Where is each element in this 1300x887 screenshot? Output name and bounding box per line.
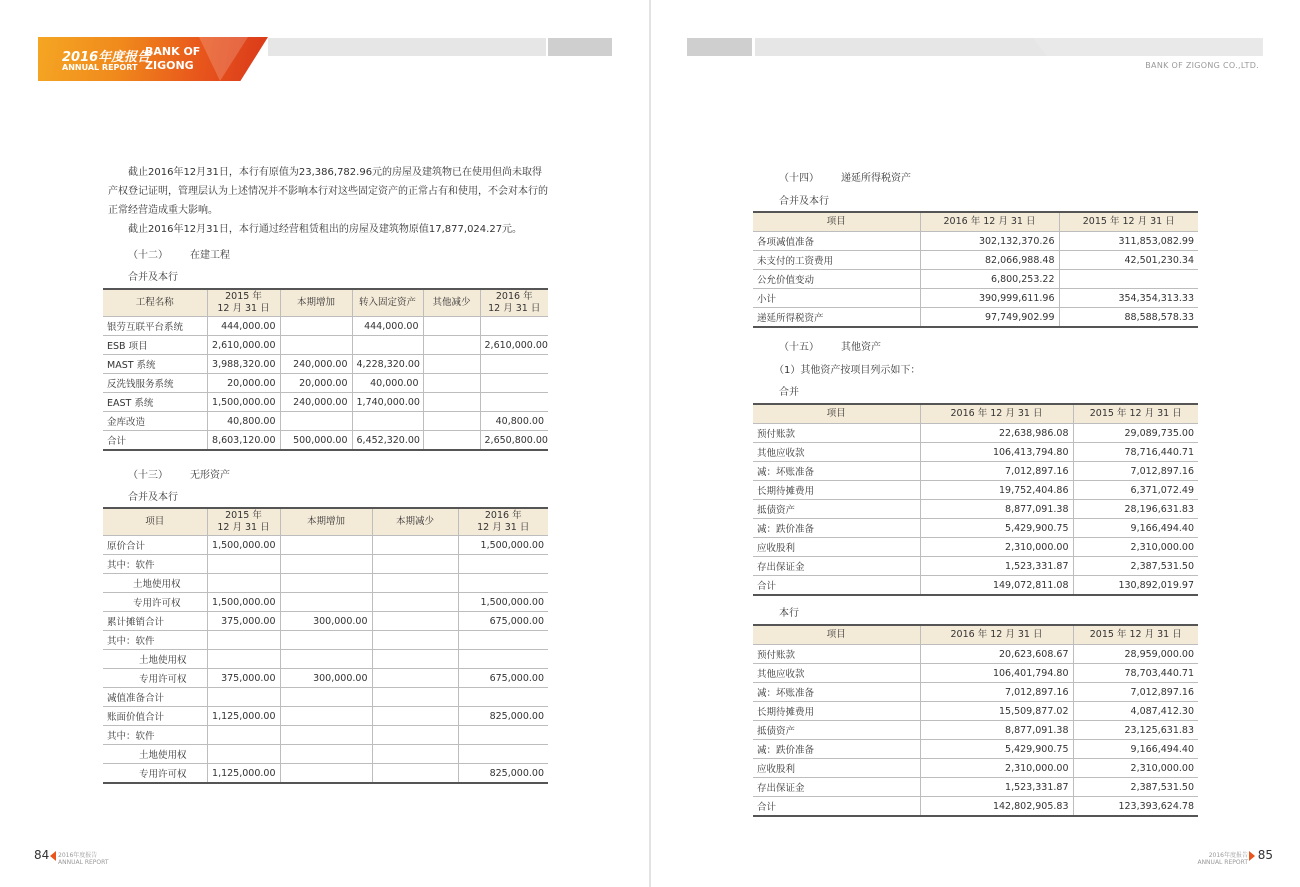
cell-value: 149,072,811.08 bbox=[920, 576, 1073, 596]
cell-value: 40,000.00 bbox=[352, 374, 423, 393]
construction-scope: 合并及本行 bbox=[128, 272, 178, 283]
row-label: 反洗钱服务系统 bbox=[103, 374, 207, 393]
table-row bbox=[103, 707, 548, 726]
row-label: 减：坏账准备 bbox=[753, 683, 920, 702]
other-assets-section-no: （十五） bbox=[779, 342, 819, 353]
row-label: 其中：软件 bbox=[103, 631, 207, 650]
row-label: 抵债资产 bbox=[753, 500, 920, 519]
cell-value bbox=[372, 574, 458, 593]
cell-value bbox=[423, 317, 480, 336]
cell-value: 7,012,897.16 bbox=[920, 462, 1073, 481]
cell-value: 78,703,440.71 bbox=[1073, 664, 1198, 683]
cell-value: 40,800.00 bbox=[480, 412, 548, 431]
cell-value: 23,125,631.83 bbox=[1073, 721, 1198, 740]
table-row bbox=[753, 232, 1198, 251]
table-row bbox=[753, 538, 1198, 557]
right-page bbox=[651, 0, 1300, 887]
cell-value bbox=[458, 745, 548, 764]
cell-value: 6,371,072.49 bbox=[1073, 481, 1198, 500]
construction-heading bbox=[128, 246, 230, 261]
table-row bbox=[103, 317, 548, 336]
cell-value: 240,000.00 bbox=[280, 393, 352, 412]
cell-value: 7,012,897.16 bbox=[920, 683, 1073, 702]
table-row bbox=[753, 797, 1198, 817]
left-arrow-icon bbox=[50, 851, 56, 861]
cell-value bbox=[280, 764, 372, 784]
right-footer-year: 2016年度报告 bbox=[1208, 852, 1248, 859]
cell-value bbox=[280, 574, 372, 593]
cell-value: 375,000.00 bbox=[207, 669, 280, 688]
cell-value: 2,310,000.00 bbox=[920, 538, 1073, 557]
cell-value: 8,877,091.38 bbox=[920, 500, 1073, 519]
intangible-section-title: 无形资产 bbox=[190, 470, 230, 481]
intangible-table bbox=[103, 507, 548, 784]
cell-value bbox=[458, 631, 548, 650]
cell-value bbox=[280, 726, 372, 745]
cell-value: 20,000.00 bbox=[280, 374, 352, 393]
row-label: 预付账款 bbox=[753, 424, 920, 443]
table-row bbox=[753, 289, 1198, 308]
intro-paragraph-1: 截止2016年12月31日，本行有原值为23,386,782.96元的房屋及建筑物已在使用但尚未取得产权登记证明，管理层认为上述情况并不影响本行对这些固定资产的正常占有和使用，不会对本行的正常经营造成重大影响。 bbox=[108, 167, 548, 216]
cell-value bbox=[423, 393, 480, 412]
row-label: 土地使用权 bbox=[103, 650, 207, 669]
other-assets-consolidated-table bbox=[753, 403, 1198, 596]
cell-value bbox=[372, 669, 458, 688]
table-row bbox=[753, 702, 1198, 721]
cell-value bbox=[207, 688, 280, 707]
row-label: 公允价值变动 bbox=[753, 270, 920, 289]
header-bar bbox=[268, 38, 546, 56]
column-header: 项目 bbox=[753, 404, 920, 424]
cell-value bbox=[207, 555, 280, 574]
column-header: 项目 bbox=[103, 508, 207, 536]
cell-value: 2,310,000.00 bbox=[920, 759, 1073, 778]
table-row bbox=[753, 557, 1198, 576]
column-header: 2015 年 12 月 31 日 bbox=[1073, 404, 1198, 424]
table-row bbox=[103, 336, 548, 355]
intangible-section-no: （十三） bbox=[128, 470, 168, 481]
right-header-bank-name: BANK OF ZIGONG CO.,LTD. bbox=[1145, 61, 1259, 70]
row-label: 合计 bbox=[753, 797, 920, 817]
cell-value bbox=[372, 555, 458, 574]
cell-value: 20,623,608.67 bbox=[920, 645, 1073, 664]
column-header: 其他减少 bbox=[423, 289, 480, 317]
table-row bbox=[103, 431, 548, 451]
logo-bank-line2: ZIGONG bbox=[145, 59, 194, 72]
table-row bbox=[103, 536, 548, 555]
cell-value bbox=[280, 336, 352, 355]
cell-value: 825,000.00 bbox=[458, 764, 548, 784]
right-page-number: 85 bbox=[1257, 848, 1273, 862]
logo-bank-line1: BANK OF bbox=[145, 45, 201, 58]
cell-value: 97,749,902.99 bbox=[920, 308, 1059, 328]
cell-value bbox=[207, 631, 280, 650]
cell-value: 42,501,230.34 bbox=[1059, 251, 1198, 270]
cell-value bbox=[280, 555, 372, 574]
cell-value: 3,988,320.00 bbox=[207, 355, 280, 374]
row-label: 减：跌价准备 bbox=[753, 740, 920, 759]
logo-annual-report: ANNUAL REPORT bbox=[62, 63, 138, 72]
header-bar-start bbox=[687, 38, 752, 56]
row-label: MAST 系统 bbox=[103, 355, 207, 374]
other-assets-heading bbox=[779, 338, 881, 353]
row-label: 账面价值合计 bbox=[103, 707, 207, 726]
table-header-row bbox=[753, 404, 1198, 424]
cell-value bbox=[207, 726, 280, 745]
cell-value: 1,125,000.00 bbox=[207, 764, 280, 784]
cell-value: 1,740,000.00 bbox=[352, 393, 423, 412]
cell-value bbox=[372, 726, 458, 745]
row-label: 减值准备合计 bbox=[103, 688, 207, 707]
cell-value bbox=[207, 745, 280, 764]
cell-value: 5,429,900.75 bbox=[920, 519, 1073, 538]
table-row bbox=[103, 726, 548, 745]
logo-year: 2016年度报告 bbox=[62, 50, 151, 65]
cell-value: 88,588,578.33 bbox=[1059, 308, 1198, 328]
table-row bbox=[753, 721, 1198, 740]
deferred-tax-section-title: 递延所得税资产 bbox=[841, 173, 911, 184]
table-row bbox=[753, 308, 1198, 328]
column-header: 2016 年 12 月 31 日 bbox=[920, 404, 1073, 424]
cell-value bbox=[280, 631, 372, 650]
cell-value bbox=[372, 612, 458, 631]
table-row bbox=[753, 664, 1198, 683]
cell-value: 1,500,000.00 bbox=[458, 593, 548, 612]
cell-value bbox=[280, 593, 372, 612]
cell-value: 375,000.00 bbox=[207, 612, 280, 631]
column-header: 本期增加 bbox=[280, 289, 352, 317]
table-row bbox=[103, 612, 548, 631]
row-label: 未支付的工资费用 bbox=[753, 251, 920, 270]
column-header: 本期增加 bbox=[280, 508, 372, 536]
column-header: 2016 年 12 月 31 日 bbox=[458, 508, 548, 536]
cell-value: 9,166,494.40 bbox=[1073, 519, 1198, 538]
header-bar-slant bbox=[1033, 38, 1263, 56]
cell-value: 825,000.00 bbox=[458, 707, 548, 726]
row-label: 专用许可权 bbox=[103, 764, 207, 784]
logo-bank-name bbox=[145, 45, 200, 73]
table-header-row bbox=[753, 212, 1198, 232]
cell-value: 1,500,000.00 bbox=[458, 536, 548, 555]
cell-value: 82,066,988.48 bbox=[920, 251, 1059, 270]
deferred-tax-table bbox=[753, 211, 1198, 328]
cell-value: 9,166,494.40 bbox=[1073, 740, 1198, 759]
row-label: 专用许可权 bbox=[103, 669, 207, 688]
report-logo bbox=[38, 37, 268, 81]
row-label: 其他应收款 bbox=[753, 443, 920, 462]
table-row bbox=[753, 740, 1198, 759]
row-label: 减：坏账准备 bbox=[753, 462, 920, 481]
table-row bbox=[103, 412, 548, 431]
deferred-tax-heading bbox=[779, 169, 911, 184]
cell-value: 106,413,794.80 bbox=[920, 443, 1073, 462]
cell-value: 390,999,611.96 bbox=[920, 289, 1059, 308]
cell-value bbox=[280, 650, 372, 669]
row-label: 其他应收款 bbox=[753, 664, 920, 683]
cell-value: 6,452,320.00 bbox=[352, 431, 423, 451]
cell-value: 240,000.00 bbox=[280, 355, 352, 374]
cell-value: 1,523,331.87 bbox=[920, 557, 1073, 576]
cell-value: 500,000.00 bbox=[280, 431, 352, 451]
table-header-row bbox=[103, 289, 548, 317]
table-row bbox=[103, 764, 548, 784]
column-header: 2016 年 12 月 31 日 bbox=[480, 289, 548, 317]
table-row bbox=[753, 683, 1198, 702]
cell-value: 8,877,091.38 bbox=[920, 721, 1073, 740]
row-label: 存出保证金 bbox=[753, 557, 920, 576]
cell-value: 15,509,877.02 bbox=[920, 702, 1073, 721]
cell-value: 19,752,404.86 bbox=[920, 481, 1073, 500]
cell-value bbox=[280, 745, 372, 764]
cell-value bbox=[458, 726, 548, 745]
table-row bbox=[103, 393, 548, 412]
column-header: 转入固定资产 bbox=[352, 289, 423, 317]
cell-value: 354,354,313.33 bbox=[1059, 289, 1198, 308]
cell-value: 300,000.00 bbox=[280, 612, 372, 631]
cell-value: 1,523,331.87 bbox=[920, 778, 1073, 797]
cell-value: 302,132,370.26 bbox=[920, 232, 1059, 251]
cell-value: 2,650,800.00 bbox=[480, 431, 548, 451]
cell-value bbox=[280, 536, 372, 555]
cell-value bbox=[280, 688, 372, 707]
row-label: 应收股利 bbox=[753, 538, 920, 557]
table-row bbox=[103, 631, 548, 650]
table-row bbox=[753, 759, 1198, 778]
column-header: 2016 年 12 月 31 日 bbox=[920, 625, 1073, 645]
table-row bbox=[753, 778, 1198, 797]
cell-value: 40,800.00 bbox=[207, 412, 280, 431]
column-header: 工程名称 bbox=[103, 289, 207, 317]
other-assets-scope-consolidated: 合并 bbox=[779, 387, 799, 398]
table-row bbox=[753, 443, 1198, 462]
table-header-row bbox=[753, 625, 1198, 645]
cell-value bbox=[458, 688, 548, 707]
cell-value bbox=[423, 431, 480, 451]
cell-value: 1,500,000.00 bbox=[207, 393, 280, 412]
intangible-scope: 合并及本行 bbox=[128, 492, 178, 503]
table-row bbox=[753, 500, 1198, 519]
table-row bbox=[103, 574, 548, 593]
cell-value bbox=[280, 412, 352, 431]
cell-value: 7,012,897.16 bbox=[1073, 683, 1198, 702]
row-label: 小计 bbox=[753, 289, 920, 308]
table-row bbox=[103, 374, 548, 393]
cell-value: 20,000.00 bbox=[207, 374, 280, 393]
table-row bbox=[753, 424, 1198, 443]
table-row bbox=[103, 688, 548, 707]
cell-value bbox=[423, 412, 480, 431]
left-footer-year: 2016年度报告 bbox=[58, 852, 98, 859]
row-label: 长期待摊费用 bbox=[753, 702, 920, 721]
table-row bbox=[753, 270, 1198, 289]
cell-value bbox=[423, 336, 480, 355]
cell-value: 1,500,000.00 bbox=[207, 593, 280, 612]
table-row bbox=[753, 251, 1198, 270]
row-label: 合计 bbox=[753, 576, 920, 596]
construction-table bbox=[103, 288, 548, 451]
table-row bbox=[103, 593, 548, 612]
cell-value bbox=[480, 374, 548, 393]
other-assets-subtitle: （1）其他资产按项目列示如下： bbox=[774, 365, 921, 376]
cell-value bbox=[372, 764, 458, 784]
intangible-heading bbox=[128, 466, 230, 481]
cell-value: 22,638,986.08 bbox=[920, 424, 1073, 443]
row-label: 土地使用权 bbox=[103, 745, 207, 764]
row-label: 各项减值准备 bbox=[753, 232, 920, 251]
cell-value bbox=[480, 355, 548, 374]
cell-value: 5,429,900.75 bbox=[920, 740, 1073, 759]
left-page bbox=[0, 0, 649, 887]
header-bar-end bbox=[548, 38, 612, 56]
cell-value: 311,853,082.99 bbox=[1059, 232, 1198, 251]
cell-value: 2,610,000.00 bbox=[207, 336, 280, 355]
column-header: 本期减少 bbox=[372, 508, 458, 536]
cell-value bbox=[207, 650, 280, 669]
cell-value bbox=[372, 631, 458, 650]
table-row bbox=[103, 745, 548, 764]
cell-value bbox=[372, 650, 458, 669]
table-row bbox=[753, 481, 1198, 500]
cell-value: 123,393,624.78 bbox=[1073, 797, 1198, 817]
column-header: 2015 年 12 月 31 日 bbox=[207, 508, 280, 536]
other-assets-section-title: 其他资产 bbox=[841, 342, 881, 353]
cell-value: 28,959,000.00 bbox=[1073, 645, 1198, 664]
row-label: 长期待摊费用 bbox=[753, 481, 920, 500]
cell-value: 300,000.00 bbox=[280, 669, 372, 688]
right-footer-annual-report: ANNUAL REPORT bbox=[1197, 859, 1248, 866]
cell-value bbox=[372, 745, 458, 764]
row-label: 预付账款 bbox=[753, 645, 920, 664]
table-row bbox=[753, 645, 1198, 664]
cell-value bbox=[423, 355, 480, 374]
row-label: 土地使用权 bbox=[103, 574, 207, 593]
cell-value bbox=[458, 555, 548, 574]
cell-value: 675,000.00 bbox=[458, 612, 548, 631]
cell-value bbox=[423, 374, 480, 393]
row-label: EAST 系统 bbox=[103, 393, 207, 412]
cell-value: 2,610,000.00 bbox=[480, 336, 548, 355]
row-label: 金库改造 bbox=[103, 412, 207, 431]
deferred-tax-section-no: （十四） bbox=[779, 173, 819, 184]
row-label: 递延所得税资产 bbox=[753, 308, 920, 328]
cell-value: 2,387,531.50 bbox=[1073, 778, 1198, 797]
cell-value bbox=[352, 412, 423, 431]
cell-value bbox=[372, 707, 458, 726]
cell-value: 142,802,905.83 bbox=[920, 797, 1073, 817]
table-row bbox=[753, 519, 1198, 538]
cell-value: 675,000.00 bbox=[458, 669, 548, 688]
row-label: 银劳互联平台系统 bbox=[103, 317, 207, 336]
left-footer-annual-report: ANNUAL REPORT bbox=[58, 859, 109, 866]
cell-value bbox=[480, 393, 548, 412]
other-assets-bank-table bbox=[753, 624, 1198, 817]
deferred-tax-scope: 合并及本行 bbox=[779, 196, 829, 207]
cell-value: 28,196,631.83 bbox=[1073, 500, 1198, 519]
cell-value bbox=[1059, 270, 1198, 289]
cell-value bbox=[372, 593, 458, 612]
table-row bbox=[103, 555, 548, 574]
cell-value: 8,603,120.00 bbox=[207, 431, 280, 451]
construction-section-no: （十二） bbox=[128, 250, 168, 261]
row-label: 合计 bbox=[103, 431, 207, 451]
table-row bbox=[753, 462, 1198, 481]
cell-value bbox=[480, 317, 548, 336]
cell-value: 2,387,531.50 bbox=[1073, 557, 1198, 576]
cell-value: 130,892,019.97 bbox=[1073, 576, 1198, 596]
column-header: 项目 bbox=[753, 625, 920, 645]
column-header: 项目 bbox=[753, 212, 920, 232]
construction-section-title: 在建工程 bbox=[190, 250, 230, 261]
row-label: 减：跌价准备 bbox=[753, 519, 920, 538]
cell-value bbox=[280, 317, 352, 336]
left-footer-label bbox=[58, 852, 109, 866]
table-row bbox=[753, 576, 1198, 596]
cell-value: 6,800,253.22 bbox=[920, 270, 1059, 289]
cell-value: 78,716,440.71 bbox=[1073, 443, 1198, 462]
cell-value: 4,228,320.00 bbox=[352, 355, 423, 374]
other-assets-scope-bank: 本行 bbox=[779, 608, 799, 619]
cell-value bbox=[372, 536, 458, 555]
column-header: 2015 年 12 月 31 日 bbox=[1073, 625, 1198, 645]
cell-value: 444,000.00 bbox=[352, 317, 423, 336]
row-label: 存出保证金 bbox=[753, 778, 920, 797]
cell-value: 444,000.00 bbox=[207, 317, 280, 336]
cell-value bbox=[372, 688, 458, 707]
right-footer-label bbox=[1197, 852, 1248, 866]
cell-value bbox=[458, 574, 548, 593]
cell-value: 1,500,000.00 bbox=[207, 536, 280, 555]
cell-value: 7,012,897.16 bbox=[1073, 462, 1198, 481]
row-label: 原价合计 bbox=[103, 536, 207, 555]
right-arrow-icon bbox=[1249, 851, 1255, 861]
table-row bbox=[103, 650, 548, 669]
cell-value: 2,310,000.00 bbox=[1073, 538, 1198, 557]
row-label: 抵债资产 bbox=[753, 721, 920, 740]
cell-value: 29,089,735.00 bbox=[1073, 424, 1198, 443]
row-label: 其中：软件 bbox=[103, 726, 207, 745]
row-label: 其中：软件 bbox=[103, 555, 207, 574]
row-label: 累计摊销合计 bbox=[103, 612, 207, 631]
column-header: 2015 年 12 月 31 日 bbox=[207, 289, 280, 317]
cell-value: 2,310,000.00 bbox=[1073, 759, 1198, 778]
cell-value: 106,401,794.80 bbox=[920, 664, 1073, 683]
intro-paragraph-2: 截止2016年12月31日，本行通过经营租赁租出的房屋及建筑物原值17,877,024.27元。 bbox=[128, 224, 523, 235]
table-header-row bbox=[103, 508, 548, 536]
cell-value bbox=[458, 650, 548, 669]
row-label: ESB 项目 bbox=[103, 336, 207, 355]
column-header: 2015 年 12 月 31 日 bbox=[1059, 212, 1198, 232]
left-page-number: 84 bbox=[34, 848, 50, 862]
row-label: 应收股利 bbox=[753, 759, 920, 778]
column-header: 2016 年 12 月 31 日 bbox=[920, 212, 1059, 232]
cell-value bbox=[207, 574, 280, 593]
cell-value: 1,125,000.00 bbox=[207, 707, 280, 726]
cell-value bbox=[352, 336, 423, 355]
cell-value: 4,087,412.30 bbox=[1073, 702, 1198, 721]
table-row bbox=[103, 669, 548, 688]
cell-value bbox=[280, 707, 372, 726]
table-row bbox=[103, 355, 548, 374]
row-label: 专用许可权 bbox=[103, 593, 207, 612]
